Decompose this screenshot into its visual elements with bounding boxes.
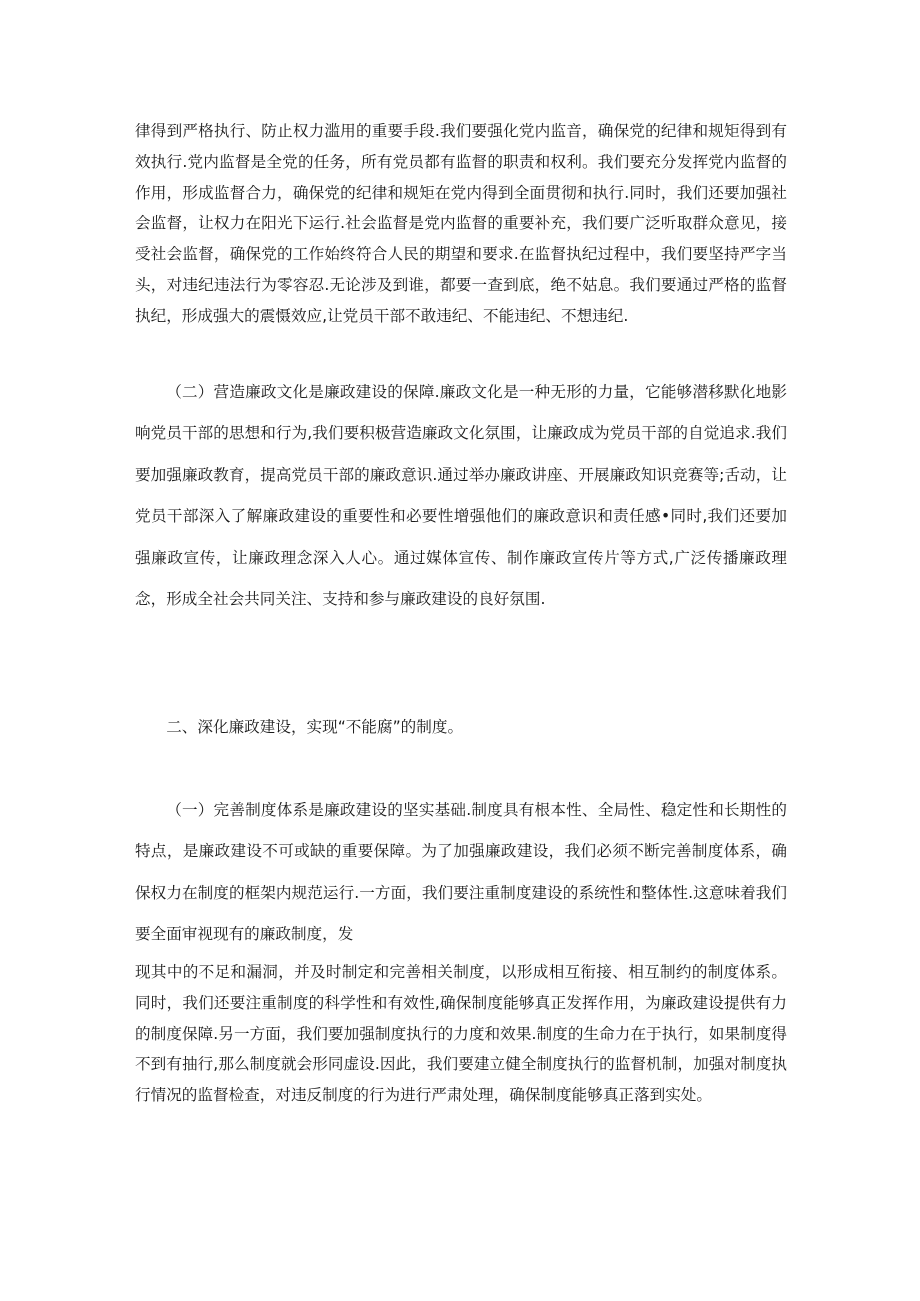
paragraph-system-execution: 现其中的不足和漏洞，并及时制定和完善相关制度，以形成相互衔接、相互制约的制度体系。同时，我们还要注重制度的科学性和有效性,确保制度能够真正发挥作用，为廉政建设提供有力的制度保障.另一方面，我们要加强制度执行的力度和效果.制度的生命力在于执行，如果制度得不到有抽行,那么制度就会形同虚设.因此，我们要建立健全制度执行的监督机制，加强对制度执行情况的监督检查，对违反制度的行为进行严肃处理，确保制度能够真正落到实处。 <box>135 963 787 1105</box>
paragraph-system-building: （一）完善制度体系是廉政建设的坚实基础.制度具有根本性、全局性、稳定性和长期性的特点，是廉政建设不可或缺的重要保障。为了加强廉政建设，我们必须不断完善制度体系，确保权力在制度的框架内规范运行.一方面，我们要注重制度建设的系统性和整体性.这意味着我们要全面审视现有的廉政制度，发 <box>135 801 787 944</box>
paragraph-supervision: 律得到严格执行、防止权力滥用的重要手段.我们要强化党内监音，确保党的纪律和规矩得到有效执行.党内监督是全党的任务，所有党员都有监督的职责和权利。我们要充分发挥党内监督的作用，形成监督合力，确保党的纪律和规矩在党内得到全面贯彻和执行.同时，我们还要加强社会监督，让权力在阳光下运行.社会监督是党内监督的重要补充，我们要广泛听取群众意见，接受社会监督，确保党的工作始终符合人民的期望和要求.在监督执纪过程中，我们要坚持严字当头，对违纪违法行为零容忍.无论涉及到谁，都要一查到底，绝不姑息。我们要通过严格的监督执纪，形成强大的震慑效应,让党员干部不敢违纪、不能违纪、不想违纪. <box>135 122 787 325</box>
paragraph-integrity-culture: （二）营造廉政文化是廉政建设的保障.廉政文化是一种无形的力量，它能够潜移默化地影响党员干部的思想和行为,我们要积极营造廉政文化氛围，让廉政成为党员干部的自觉追求.我们要加强廉政教育，提高党员干部的廉政意识.通过举办廉政讲座、开展廉政知识竞赛等;舌动，让党员干部深入了解廉政建设的重要性和必要性增强他们的廉政意识和责任感•同时,我们还要加强廉政宣传，让廉政理念深入人心。通过媒体宣传、制作廉政宣传片等方式,广泛传播廉政理念，形成全社会共同关注、支持和参与廉政建设的良好氛围. <box>135 383 787 609</box>
section-heading: 二、深化廉政建设，实现“不能腐”的制度。 <box>166 718 464 736</box>
